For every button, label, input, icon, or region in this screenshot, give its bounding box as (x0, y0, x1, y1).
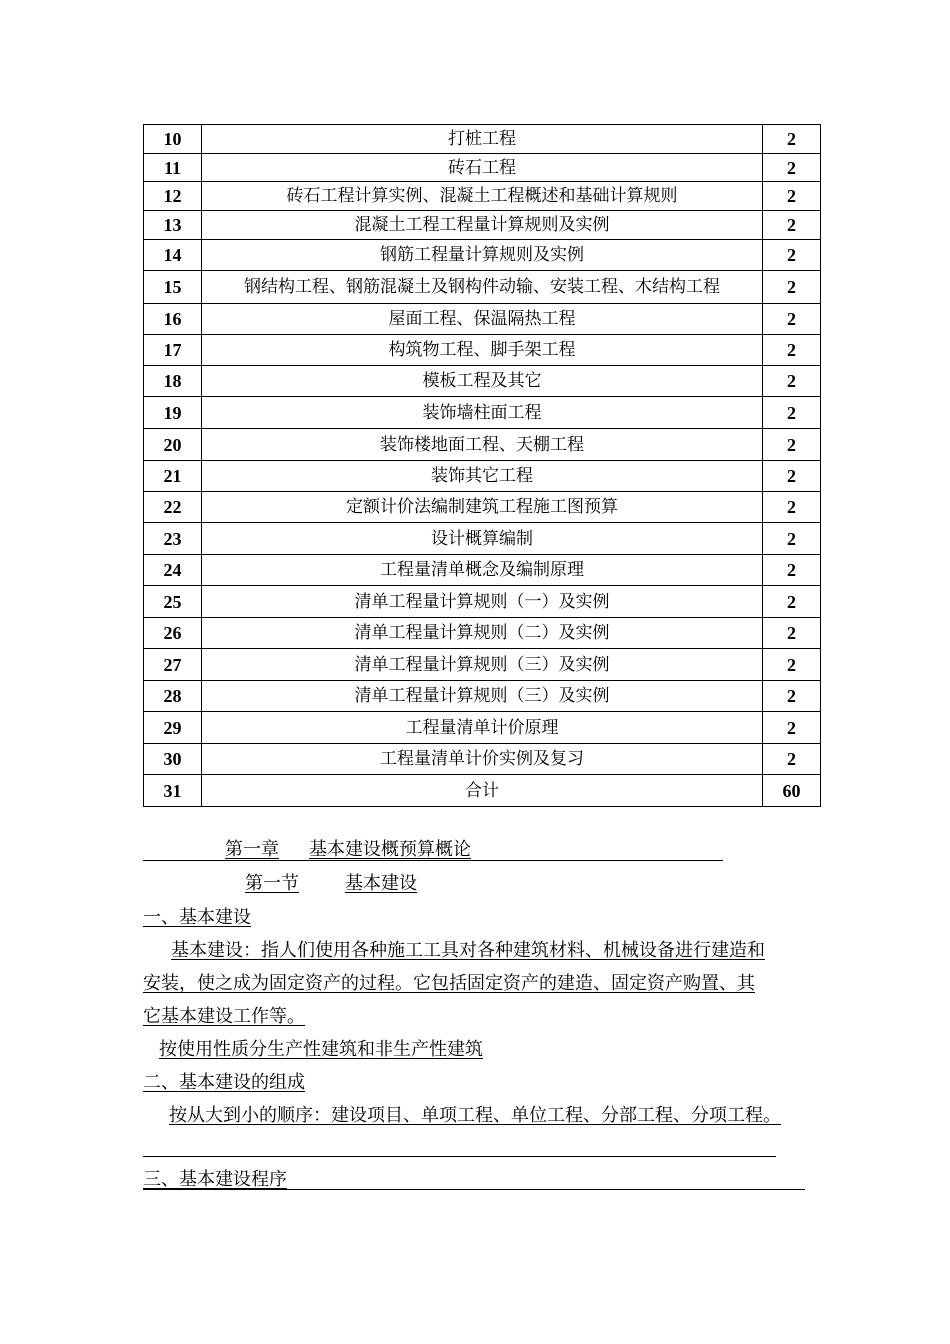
row-number-cell: 31 (144, 775, 202, 807)
row-topic-cell: 钢筋工程量计算规则及实例 (202, 240, 763, 271)
table-row (144, 712, 821, 744)
table-row (144, 182, 821, 211)
section-title: 基本建设 (345, 873, 417, 894)
row-number-cell: 22 (144, 492, 202, 523)
course-schedule-table (143, 124, 821, 807)
heading-procedure: 三、基本建设程序 (143, 1169, 287, 1190)
row-hours-cell: 2 (763, 182, 821, 211)
table-row (144, 304, 821, 335)
row-number-cell: 25 (144, 586, 202, 618)
row-hours-cell: 2 (763, 555, 821, 586)
table-row (144, 461, 821, 492)
heading-basic-construction: 一、基本建设 (143, 907, 251, 928)
row-number-cell: 10 (144, 125, 202, 154)
table-row (144, 492, 821, 523)
table-row (144, 555, 821, 586)
table-row (144, 744, 821, 775)
row-number-cell: 20 (144, 429, 202, 461)
procedure-underline (143, 1189, 805, 1190)
row-number-cell: 14 (144, 240, 202, 271)
table-row (144, 154, 821, 182)
row-number-cell: 15 (144, 271, 202, 304)
row-topic-cell: 工程量清单计价实例及复习 (202, 744, 763, 775)
row-hours-cell: 2 (763, 649, 821, 681)
row-hours-cell: 2 (763, 125, 821, 154)
row-number-cell: 13 (144, 211, 202, 240)
row-number-cell: 12 (144, 182, 202, 211)
chapter-underline (143, 860, 723, 861)
table-row (144, 429, 821, 461)
section-heading (143, 872, 417, 896)
table-row (144, 335, 821, 366)
row-number-cell: 17 (144, 335, 202, 366)
row-topic-cell: 工程量清单概念及编制原理 (202, 555, 763, 586)
table-row (144, 240, 821, 271)
row-hours-cell: 2 (763, 712, 821, 744)
row-topic-cell: 合计 (202, 775, 763, 807)
table-row (144, 211, 821, 240)
row-hours-cell: 2 (763, 523, 821, 555)
row-topic-cell: 模板工程及其它 (202, 366, 763, 397)
row-topic-cell: 清单工程量计算规则（一）及实例 (202, 586, 763, 618)
row-topic-cell: 定额计价法编制建筑工程施工图预算 (202, 492, 763, 523)
table-row (144, 397, 821, 429)
row-hours-cell: 2 (763, 429, 821, 461)
row-hours-cell: 2 (763, 211, 821, 240)
schedule-body (144, 125, 821, 807)
chapter-title: 基本建设概预算概论 (309, 839, 471, 860)
row-number-cell: 27 (144, 649, 202, 681)
table-row (144, 775, 821, 807)
table-row (144, 618, 821, 649)
table-row (144, 125, 821, 154)
row-number-cell: 30 (144, 744, 202, 775)
row-topic-cell: 打桩工程 (202, 125, 763, 154)
row-hours-cell: 2 (763, 335, 821, 366)
paragraph-definition-line-2: 安装，使之成为固定资产的过程。它包括固定资产的建造、固定资产购置、其 (143, 973, 755, 994)
section-label: 第一节 (245, 873, 299, 894)
paragraph-definition-line-1: 基本建设：指人们使用各种施工工具对各种建筑材料、机械设备进行建造和 (171, 940, 765, 961)
row-hours-cell: 2 (763, 154, 821, 182)
row-hours-cell: 2 (763, 461, 821, 492)
row-topic-cell: 设计概算编制 (202, 523, 763, 555)
blank-underline (143, 1156, 776, 1157)
row-topic-cell: 构筑物工程、脚手架工程 (202, 335, 763, 366)
row-number-cell: 18 (144, 366, 202, 397)
row-topic-cell: 装饰墙柱面工程 (202, 397, 763, 429)
row-topic-cell: 钢结构工程、钢筋混凝土及钢构件动输、安装工程、木结构工程 (202, 271, 763, 304)
row-number-cell: 19 (144, 397, 202, 429)
paragraph-composition: 按从大到小的顺序：建设项目、单项工程、单位工程、分部工程、分项工程。 (169, 1105, 781, 1126)
row-number-cell: 24 (144, 555, 202, 586)
row-hours-cell: 2 (763, 397, 821, 429)
row-number-cell: 26 (144, 618, 202, 649)
row-number-cell: 16 (144, 304, 202, 335)
row-topic-cell: 装饰楼地面工程、天棚工程 (202, 429, 763, 461)
row-number-cell: 21 (144, 461, 202, 492)
row-hours-cell: 2 (763, 618, 821, 649)
row-topic-cell: 屋面工程、保温隔热工程 (202, 304, 763, 335)
row-hours-cell: 2 (763, 271, 821, 304)
row-hours-cell: 2 (763, 366, 821, 397)
chapter-heading (143, 838, 723, 862)
table-row (144, 271, 821, 304)
paragraph-classification: 按使用性质分生产性建筑和非生产性建筑 (159, 1039, 483, 1060)
paragraph-definition-line-3: 它基本建设工作等。 (143, 1006, 305, 1027)
table-row (144, 586, 821, 618)
row-hours-cell: 2 (763, 681, 821, 712)
chapter-label: 第一章 (225, 839, 279, 860)
row-topic-cell: 混凝土工程工程量计算规则及实例 (202, 211, 763, 240)
row-hours-cell: 60 (763, 775, 821, 807)
row-hours-cell: 2 (763, 744, 821, 775)
row-number-cell: 29 (144, 712, 202, 744)
row-hours-cell: 2 (763, 586, 821, 618)
row-number-cell: 28 (144, 681, 202, 712)
row-hours-cell: 2 (763, 240, 821, 271)
row-topic-cell: 清单工程量计算规则（三）及实例 (202, 681, 763, 712)
row-topic-cell: 工程量清单计价原理 (202, 712, 763, 744)
row-hours-cell: 2 (763, 492, 821, 523)
table-row (144, 649, 821, 681)
row-topic-cell: 砖石工程计算实例、混凝土工程概述和基础计算规则 (202, 182, 763, 211)
row-number-cell: 11 (144, 154, 202, 182)
row-topic-cell: 砖石工程 (202, 154, 763, 182)
heading-composition: 二、基本建设的组成 (143, 1072, 305, 1093)
row-hours-cell: 2 (763, 304, 821, 335)
row-topic-cell: 清单工程量计算规则（三）及实例 (202, 649, 763, 681)
row-number-cell: 23 (144, 523, 202, 555)
row-topic-cell: 装饰其它工程 (202, 461, 763, 492)
row-topic-cell: 清单工程量计算规则（二）及实例 (202, 618, 763, 649)
table-row (144, 523, 821, 555)
table-row (144, 681, 821, 712)
table-row (144, 366, 821, 397)
